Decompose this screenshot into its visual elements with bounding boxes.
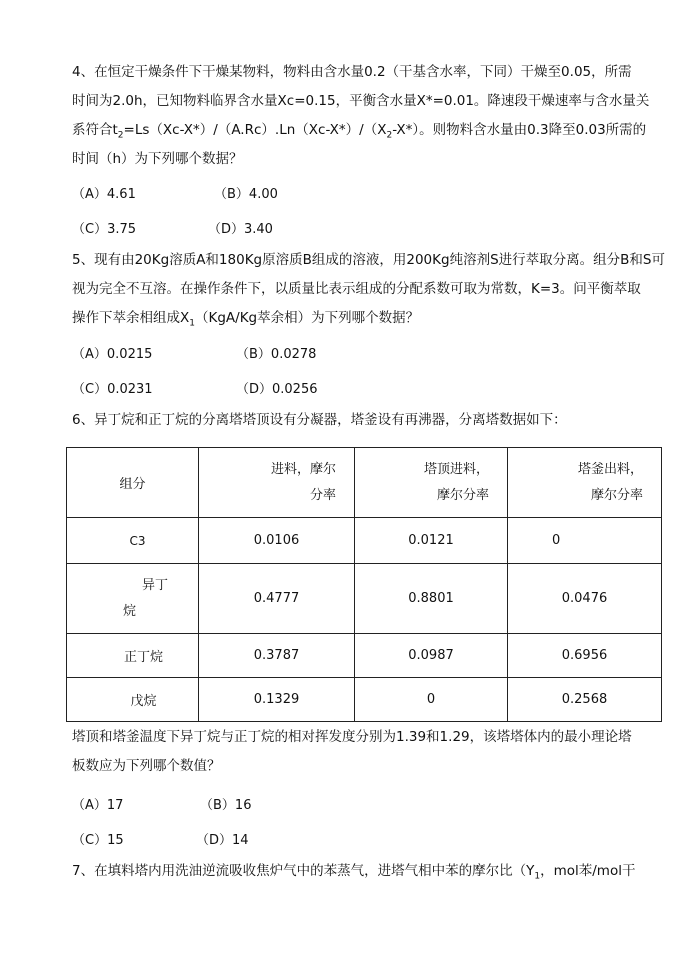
row-bottom: 0 [508, 518, 662, 564]
q4-option-a: （A）4.61 [72, 187, 136, 202]
q5-line-2: 视为完全不互溶。在操作条件下，以质量比表示组成的分配系数可取为常数，K=3。问平衡萃取 [72, 281, 641, 297]
q4-line-4: 时间（h）为下列哪个数据？ [72, 151, 243, 167]
row-component: 正丁烷 [67, 634, 199, 678]
separation-data-table [66, 447, 662, 722]
header-bottom: 塔釜出料， 摩尔分率 [508, 448, 662, 518]
table-row [67, 518, 662, 564]
table-header-row [67, 448, 662, 518]
row-bottom: 0.2568 [508, 678, 662, 722]
q5-line-1: 5、现有由20Kg溶质A和180Kg原溶质B组成的溶液，用200Kg纯溶剂S进行萃取分离。组分B和S可 [72, 252, 665, 268]
q4-line-3: 系符合$t_2=Ls(Xc-X*)/(A.Rc).Ln(Xc-X*)/(X_2-X*)$。则物料含水量由0.3降至0.03所需的 [72, 122, 647, 141]
q6-option-d: （D）14 [196, 833, 249, 848]
row-bottom: 0.0476 [508, 564, 662, 634]
table-row [67, 678, 662, 722]
header-component: 组分 [67, 448, 199, 518]
header-feed: 进料，摩尔 分率 [199, 448, 355, 518]
header-top: 塔顶进料， 摩尔分率 [355, 448, 508, 518]
table-row [67, 634, 662, 678]
q6-option-b: （B）16 [200, 798, 252, 813]
q7-line-1: 7、在填料塔内用洗油逆流吸收焦炉气中的苯蒸气，进塔气相中苯的摩尔比（$Y_1$，mol苯/mol干 [72, 863, 636, 882]
q6-option-c: （C）15 [72, 833, 124, 848]
q4-line-1: 4、在恒定干燥条件下干燥某物料，物料由含水量0.2（干基含水率，下同）干燥至0.05，所需 [72, 64, 632, 80]
row-component: 戊烷 [67, 678, 199, 722]
q5-line-3: 操作下萃余相组成$X_1(KgA/Kg$萃余相）为下列哪个数据？ [72, 310, 420, 329]
q6-option-a: （A）17 [72, 798, 124, 813]
row-component: 异丁 烷 [67, 564, 199, 634]
q6-line-2: 板数应为下列哪个数值？ [72, 758, 221, 774]
row-feed: 0.1329 [199, 678, 355, 722]
q5-option-d: （D）0.0256 [236, 382, 318, 397]
table-row [67, 564, 662, 634]
row-feed: 0.3787 [199, 634, 355, 678]
row-bottom: 0.6956 [508, 634, 662, 678]
q4-option-b: （B）4.00 [214, 187, 278, 202]
q5-option-c: （C）0.0231 [72, 382, 153, 397]
q5-option-b: （B）0.0278 [236, 347, 317, 362]
q6-line-1: 塔顶和塔釜温度下异丁烷与正丁烷的相对挥发度分别为1.39和1.29，该塔塔体内的最小理论塔 [72, 729, 632, 745]
row-feed: 0.0106 [199, 518, 355, 564]
row-top: 0 [355, 678, 508, 722]
q5-option-a: （A）0.0215 [72, 347, 153, 362]
row-top: 0.0121 [355, 518, 508, 564]
q4-option-c: （C）3.75 [72, 222, 137, 237]
row-component: C3 [67, 518, 199, 564]
row-top: 0.0987 [355, 634, 508, 678]
q4-line-2: 时间为2.0h，已知物料临界含水量Xc=0.15，平衡含水量X*=0.01。降速段干燥速率与含水量关 [72, 93, 650, 109]
row-feed: 0.4777 [199, 564, 355, 634]
row-top: 0.8801 [355, 564, 508, 634]
q4-option-d: （D）3.40 [208, 222, 273, 237]
q6-intro: 6、异丁烷和正丁烷的分离塔塔顶设有分凝器，塔釜设有再沸器，分离塔数据如下： [72, 412, 567, 428]
